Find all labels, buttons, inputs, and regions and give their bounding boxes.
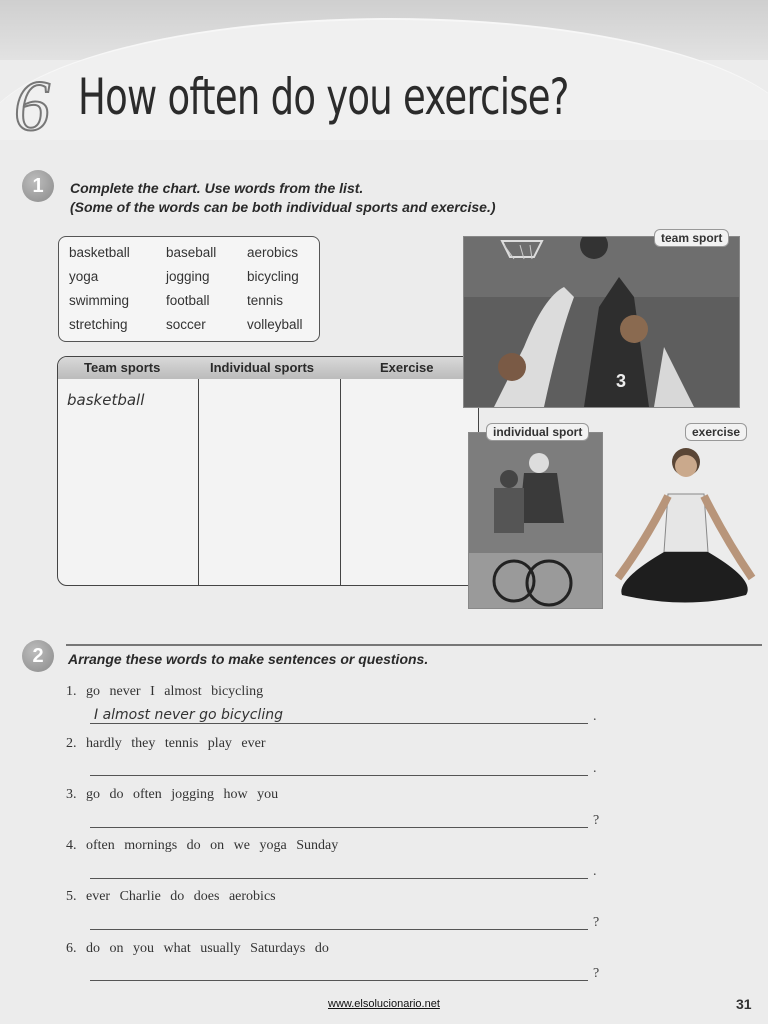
chart-example-answer: basketball bbox=[67, 391, 145, 409]
lesson-number: 6 bbox=[14, 66, 50, 146]
page-number: 31 bbox=[736, 996, 752, 1012]
answer-line bbox=[90, 827, 588, 828]
answer-punctuation: ? bbox=[593, 966, 600, 981]
label-individual-sport: individual sport bbox=[486, 423, 589, 441]
section-divider bbox=[66, 644, 762, 646]
chart-header-team: Team sports bbox=[84, 360, 161, 375]
label-team-sport: team sport bbox=[654, 229, 729, 247]
item-number: 5. bbox=[66, 889, 77, 904]
section-1-instruction-line2: (Some of the words can be both individual sports and exercise.) bbox=[70, 199, 496, 215]
item-number: 2. bbox=[66, 736, 77, 751]
item-words: go do often jogging how you bbox=[86, 787, 279, 802]
exercise-item bbox=[66, 736, 266, 752]
exercise-item bbox=[66, 684, 263, 700]
section-1-badge: 1 bbox=[22, 170, 54, 202]
word-item: bicycling bbox=[247, 269, 299, 284]
answer-punctuation: . bbox=[593, 864, 597, 879]
word-item: aerobics bbox=[247, 245, 299, 260]
yoga-photo bbox=[606, 440, 758, 608]
chart-divider bbox=[198, 379, 199, 585]
answer-line bbox=[90, 929, 588, 930]
section-2-instruction: Arrange these words to make sentences or questions. bbox=[68, 651, 429, 667]
item-words: ever Charlie do does aerobics bbox=[86, 889, 276, 904]
exercise-item bbox=[66, 941, 329, 957]
exercise-item bbox=[66, 889, 276, 905]
page-title: How often do you exercise? bbox=[78, 68, 569, 126]
basketball-photo bbox=[463, 236, 740, 408]
item-number: 6. bbox=[66, 941, 77, 956]
answer-punctuation: . bbox=[593, 709, 597, 724]
exercise-item bbox=[66, 787, 278, 803]
word-item: yoga bbox=[69, 269, 99, 284]
word-item: soccer bbox=[166, 317, 206, 332]
item-words: go never I almost bicycling bbox=[86, 684, 264, 699]
answer-punctuation: ? bbox=[593, 915, 600, 930]
answer-line bbox=[90, 878, 588, 879]
answer-punctuation: . bbox=[593, 761, 597, 776]
word-item: baseball bbox=[166, 245, 217, 260]
chart-header-individual: Individual sports bbox=[210, 360, 315, 375]
word-list-box bbox=[58, 236, 320, 342]
answer-line bbox=[90, 775, 588, 776]
exercise-item bbox=[66, 838, 338, 854]
label-exercise: exercise bbox=[685, 423, 747, 441]
item-number: 3. bbox=[66, 787, 77, 802]
bicycling-photo bbox=[468, 432, 603, 609]
item-words: hardly they tennis play ever bbox=[86, 736, 266, 751]
item-number: 1. bbox=[66, 684, 77, 699]
word-item: swimming bbox=[69, 293, 130, 308]
word-item: jogging bbox=[166, 269, 210, 284]
sports-chart bbox=[57, 356, 479, 586]
footer-link[interactable]: www.elsolucionario.net bbox=[328, 998, 440, 1010]
word-item: tennis bbox=[247, 293, 284, 308]
svg-text:3: 3 bbox=[616, 371, 627, 391]
word-item: stretching bbox=[69, 317, 128, 332]
word-item: football bbox=[166, 293, 210, 308]
answer-line bbox=[90, 723, 588, 724]
chart-divider bbox=[340, 379, 341, 585]
answer-line bbox=[90, 980, 588, 981]
word-item: basketball bbox=[69, 245, 130, 260]
section-2-badge: 2 bbox=[22, 640, 54, 672]
answer-text: I almost never go bicycling bbox=[94, 707, 283, 723]
answer-punctuation: ? bbox=[593, 813, 600, 828]
item-number: 4. bbox=[66, 838, 77, 853]
chart-header-exercise: Exercise bbox=[380, 360, 434, 375]
section-1-instruction-line1: Complete the chart. Use words from the list. bbox=[70, 180, 364, 196]
item-words: often mornings do on we yoga Sunday bbox=[86, 838, 339, 853]
word-item: volleyball bbox=[247, 317, 303, 332]
item-words: do on you what usually Saturdays do bbox=[86, 941, 329, 956]
